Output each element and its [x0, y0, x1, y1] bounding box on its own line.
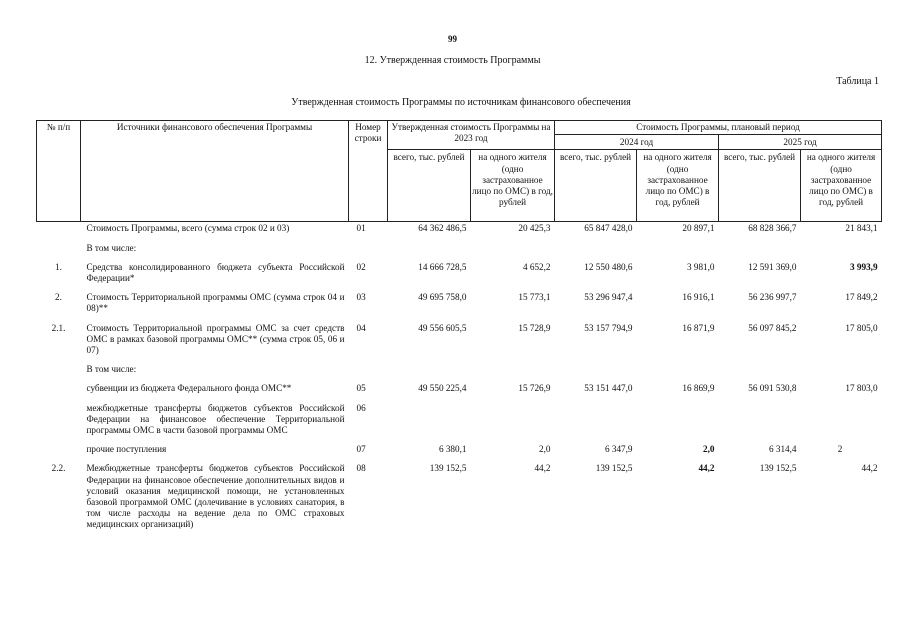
- row-line: 05: [356, 383, 366, 394]
- row-per-capita-2023: 4 652,2: [522, 261, 551, 272]
- row-total-2024: 53 296 947,4: [584, 292, 633, 303]
- header-per-capita-2025: на одного жителя (одно застрахованное лицо по ОМС) в год, рублей: [801, 150, 882, 222]
- row-per-capita-2024: 16 869,9: [682, 383, 715, 394]
- row-total-2023: 14 666 728,5: [418, 261, 467, 272]
- row-total-2025: 12 591 369,0: [748, 261, 797, 272]
- row-per-capita-2024: 2,0: [703, 444, 715, 455]
- header-planned-period: Стоимость Программы, плановый период: [555, 121, 882, 135]
- header-line: Номер строки: [349, 121, 388, 222]
- row-per-capita-2023: 15 773,1: [518, 292, 551, 303]
- table-row-interbudget-transfers: [37, 402, 882, 438]
- row-num: 2.2.: [51, 463, 66, 474]
- row-per-capita-2023: 44,2: [534, 463, 551, 474]
- row-per-capita-2024: 16 916,1: [682, 292, 715, 303]
- header-year-2025: 2025 год: [719, 135, 882, 150]
- row-total-2023: 139 152,5: [429, 463, 467, 474]
- row-total-2024: 65 847 428,0: [555, 222, 637, 236]
- row-per-capita-2025: 21 843,1: [801, 222, 882, 236]
- row-per-capita-2025: 44,2: [861, 463, 878, 474]
- header-source: Источники финансового обеспечения Программы: [81, 121, 349, 222]
- row-num: [37, 222, 81, 236]
- row-total-2024: 53 151 447,0: [584, 383, 633, 394]
- row-source: Стоимость Территориальной программы ОМС (сумма строк 04 и 08)**: [86, 292, 345, 314]
- row-source: Стоимость Территориальной программы ОМС за счет средств ОМС в рамках базовой программы ОМС** (сумма строк 05, 06 и 07): [86, 322, 345, 356]
- row-line: 07: [356, 444, 366, 455]
- row-total-2025: 56 091 530,8: [748, 383, 797, 394]
- row-total-2024: 12 550 480,6: [584, 261, 633, 272]
- row-source: Межбюджетные трансферты бюджетов субъектов Российской Федерации на финансовое обеспечение дополнительных видов и условий оказания медицинской помощи, не установленных базовой программой ОМС (долечивание в условиях санатория, в том числе расходы на ведение дела по ОМС страховых медицинских организаций): [86, 463, 345, 530]
- row-per-capita-2025: 17 849,2: [845, 292, 878, 303]
- row-num: [37, 443, 81, 456]
- row-per-capita-2024: 3 981,0: [686, 261, 715, 272]
- row-per-capita-2025: 2: [837, 444, 843, 455]
- table-row-additional-care: [37, 462, 882, 531]
- row-line: 01: [349, 222, 388, 236]
- row-per-capita-2024: 44,2: [698, 463, 715, 474]
- table-row-subheading: [37, 363, 882, 376]
- row-source: межбюджетные трансферты бюджетов субъектов Российской Федерации на финансовое обеспечение Территориальной программы ОМС в части базовой программы ОМС: [86, 402, 345, 436]
- header-num: № п/п: [37, 121, 81, 222]
- row-source: прочие поступления: [86, 444, 167, 455]
- header-total-2025: всего, тыс. рублей: [719, 150, 801, 222]
- table-row-subheading: [37, 242, 882, 255]
- row-num: 2.: [55, 292, 62, 303]
- row-per-capita-2025: 3 993,9: [850, 261, 878, 272]
- table-label: Таблица 1: [836, 76, 879, 87]
- row-line: 08: [356, 463, 366, 474]
- row-num: 2.1.: [51, 322, 66, 333]
- section-title: 12. Утвержденная стоимость Программы: [364, 55, 541, 66]
- row-per-capita-2023: 15 726,9: [518, 383, 551, 394]
- header-year-2024: 2024 год: [555, 135, 719, 150]
- row-source: Средства консолидированного бюджета субъекта Российской Федерации*: [86, 261, 345, 284]
- row-total-2025: 56 097 845,2: [748, 322, 797, 333]
- row-total-2025: 139 152,5: [759, 463, 797, 474]
- header-total-2023: всего, тыс. рублей: [388, 150, 471, 222]
- table-row-federal-subventions: [37, 382, 882, 395]
- row-per-capita-2025: 17 803,0: [845, 383, 878, 394]
- table-caption: Утвержденная стоимость Программы по источникам финансового обеспечения: [291, 97, 631, 108]
- row-line: 06: [356, 402, 366, 413]
- row-num: [37, 402, 81, 438]
- row-line: 02: [356, 261, 366, 272]
- table-row-other-income: [37, 443, 882, 456]
- page-number: 99: [448, 34, 457, 44]
- header-per-capita-2023: на одного жителя (одно застрахованное лицо по ОМС) в год, рублей: [471, 150, 555, 222]
- row-num: 1.: [55, 261, 62, 272]
- row-total-2025: 56 236 997,7: [748, 292, 797, 303]
- header-approved-2023: Утвержденная стоимость Программы на 2023 год: [388, 121, 555, 150]
- row-per-capita-2024: 20 897,1: [637, 222, 719, 236]
- row-total-2024: 53 157 794,9: [584, 322, 633, 333]
- row-source: субвенции из бюджета Федерального фонда ОМС**: [86, 383, 292, 394]
- row-line: 04: [356, 322, 366, 333]
- table-row-total: [37, 222, 882, 236]
- row-total-2024: 6 347,9: [604, 444, 633, 455]
- row-subheading: В том числе:: [86, 364, 137, 375]
- row-per-capita-2023: 2,0: [539, 444, 551, 455]
- row-total-2023: 49 556 605,5: [418, 322, 467, 333]
- row-per-capita-2025: 17 805,0: [845, 322, 878, 333]
- row-total-2023: 6 380,1: [438, 444, 467, 455]
- header-total-2024: всего, тыс. рублей: [555, 150, 637, 222]
- row-total-2023: 64 362 486,5: [388, 222, 471, 236]
- table-row-budget-funds: [37, 261, 882, 285]
- header-per-capita-2024: на одного жителя (одно застрахованное лицо по ОМС) в год, рублей: [637, 150, 719, 222]
- row-per-capita-2023: 15 728,9: [518, 322, 551, 333]
- table-row-territorial-program: [37, 291, 882, 315]
- table-row-base-program: [37, 322, 882, 358]
- row-total-2025: 6 314,4: [768, 444, 797, 455]
- row-source: Стоимость Программы, всего (сумма строк 02 и 03): [81, 222, 349, 236]
- row-per-capita-2024: 16 871,9: [682, 322, 715, 333]
- row-line: 03: [356, 292, 366, 303]
- row-total-2024: 139 152,5: [595, 463, 633, 474]
- budget-table: [36, 120, 882, 532]
- row-total-2023: 49 550 225,4: [418, 383, 467, 394]
- row-total-2025: 68 828 366,7: [719, 222, 801, 236]
- row-per-capita-2023: 20 425,3: [471, 222, 555, 236]
- row-num: [37, 382, 81, 395]
- row-total-2023: 49 695 758,0: [418, 292, 467, 303]
- row-subheading: В том числе:: [86, 242, 137, 253]
